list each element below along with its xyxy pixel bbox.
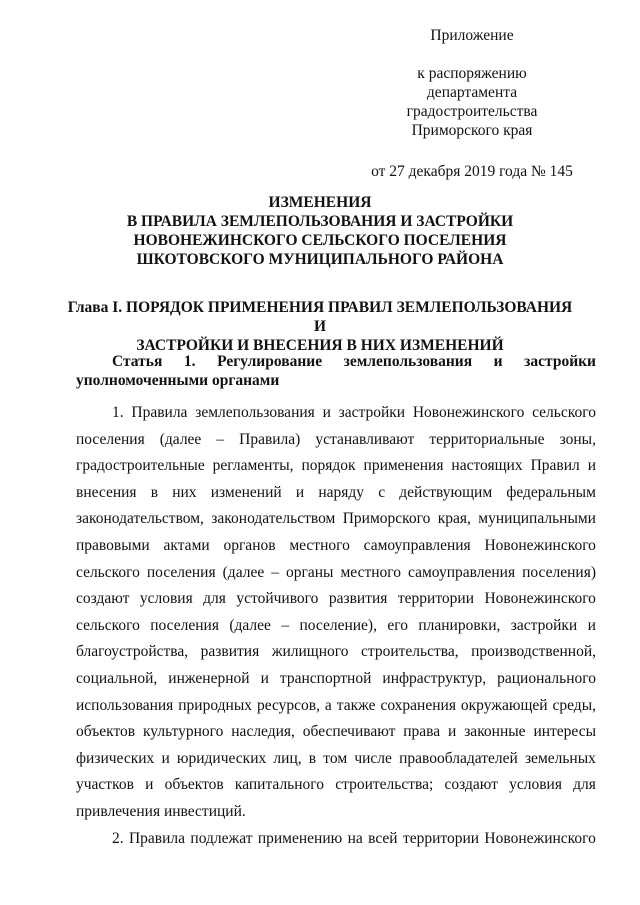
- paragraph-word: привлечения: [76, 802, 164, 820]
- paragraph-word: применения: [363, 457, 444, 475]
- paragraph-word: правовыми: [76, 536, 150, 554]
- paragraph-word: законные: [464, 723, 526, 741]
- paragraph-word: участков: [76, 776, 134, 794]
- article-heading-line: [76, 352, 596, 371]
- paragraph-word: и: [145, 776, 154, 794]
- paragraph-word: –: [271, 563, 279, 581]
- paragraph-word: устойчивого: [236, 590, 319, 608]
- paragraph-word: в: [150, 483, 159, 501]
- paragraph-word: сельского: [76, 563, 140, 581]
- paragraph-word: и: [161, 749, 170, 767]
- paragraph-word: развития: [328, 590, 388, 608]
- paragraph-word: поселения: [76, 430, 145, 448]
- paragraph-word: социальной,: [76, 669, 158, 687]
- paragraph-line: [76, 403, 596, 430]
- paragraph-word: планировки,: [418, 616, 501, 634]
- paragraph-word: зоны,: [559, 430, 596, 448]
- paragraph-word: рационального: [497, 669, 596, 687]
- paragraph-word: сельского: [532, 404, 596, 421]
- paragraph-word: органов: [223, 536, 276, 554]
- paragraph-word: интересы: [533, 723, 596, 741]
- paragraph-line: [76, 509, 596, 536]
- article-word: застройки: [524, 353, 596, 370]
- appendix-label: Приложение: [430, 27, 514, 44]
- paragraph-word: и: [295, 483, 305, 501]
- paragraph-line: [76, 669, 596, 696]
- paragraph-word: объектов: [76, 723, 136, 741]
- paragraph-word: для: [573, 776, 596, 794]
- article-heading-line: уполномоченными органами: [76, 372, 280, 389]
- paragraph-word: (далее: [222, 563, 265, 581]
- title-line: ИЗМЕНЕНИЯ: [268, 194, 372, 211]
- paragraph-word: права: [403, 723, 441, 741]
- paragraph-word: законодательством: [211, 510, 336, 528]
- paragraph-line: [76, 430, 596, 457]
- paragraph-word: территории: [397, 590, 474, 608]
- paragraph-line: [76, 722, 596, 749]
- paragraph-word: условия: [139, 590, 193, 608]
- paragraph-word: поселение),: [299, 616, 377, 634]
- article-word: 1.: [183, 353, 196, 370]
- paragraph-line: [76, 616, 596, 643]
- paragraph-word: подлежат: [190, 829, 253, 847]
- paragraph-word: сохранения: [380, 696, 456, 714]
- paragraph-word: органы: [286, 563, 334, 581]
- paragraph-word: поселения: [150, 616, 219, 634]
- paragraph-word: применению: [257, 829, 343, 847]
- paragraph-word: Новонежинского: [484, 536, 596, 554]
- paragraph-word: территории: [402, 829, 480, 847]
- paragraph-word: развития: [200, 643, 260, 661]
- title-line: В ПРАВИЛА ЗЕМЛЕПОЛЬЗОВАНИЯ И ЗАСТРОЙКИ: [126, 213, 514, 230]
- paragraph-word: для: [203, 590, 226, 608]
- paragraph-word: местного: [340, 563, 401, 581]
- paragraph-line: [76, 589, 596, 616]
- paragraph-word: и: [587, 616, 596, 634]
- chapter-heading: [60, 298, 580, 355]
- paragraph-word: Правила): [239, 430, 301, 448]
- paragraph-word: сельского: [76, 616, 140, 634]
- paragraph-word: законодательством,: [76, 510, 204, 528]
- paragraph-word: территориальные: [429, 430, 545, 448]
- paragraph-word: условия: [509, 776, 562, 794]
- paragraph-word: в: [308, 749, 317, 767]
- paragraph-word: Новонежинского: [484, 829, 596, 847]
- article-word: и: [493, 353, 503, 370]
- paragraph-word: правообладателей: [399, 749, 518, 767]
- paragraph-word: среды,: [552, 696, 596, 714]
- paragraph-word: поселения): [522, 563, 596, 581]
- paragraph-word: Правила: [131, 404, 188, 421]
- title-line: ШКОТОВСКОГО МУНИЦИПАЛЬНОГО РАЙОНА: [136, 251, 504, 268]
- paragraph-word: также: [336, 696, 376, 714]
- paragraph-word: действующим: [399, 483, 493, 501]
- article-heading: [76, 352, 596, 390]
- paragraph-word: Правила: [128, 829, 186, 847]
- approval-block: [362, 26, 582, 181]
- paragraph-word: благоустройства,: [76, 643, 189, 661]
- paragraph-word: инфраструктур,: [382, 669, 487, 687]
- paragraph-word: устанавливают: [315, 430, 415, 448]
- paragraph-line: [76, 829, 596, 856]
- paragraph-line: [76, 536, 596, 563]
- paragraph-word: наряду: [318, 483, 365, 501]
- article-word: Регулирование: [217, 353, 323, 370]
- paragraph-word: строительства;: [335, 776, 434, 794]
- paragraph-line: [76, 749, 596, 776]
- paragraph-word: Новонежинского: [412, 404, 525, 421]
- paragraph-word: лиц,: [273, 749, 302, 767]
- chapter-line: ЗАСТРОЙКИ И ВНЕСЕНИЯ В НИХ ИЗМЕНЕНИЙ: [136, 337, 504, 354]
- body-paragraphs: [76, 403, 596, 855]
- paragraph-word: земельных: [524, 749, 596, 767]
- paragraph-word: застройки: [510, 616, 578, 634]
- paragraph-line: [76, 563, 596, 590]
- paragraph-word: 1.: [112, 404, 124, 421]
- department-name: департамента градостроительства: [406, 84, 538, 120]
- paragraph-line: [76, 456, 596, 483]
- paragraph-word: –: [281, 616, 290, 634]
- title-line: НОВОНЕЖИНСКОГО СЕЛЬСКОГО ПОСЕЛЕНИЯ: [133, 232, 507, 249]
- order-date: от 27 декабря 2019 года № 145: [371, 163, 573, 180]
- paragraph-word: самоуправления: [363, 536, 471, 554]
- paragraph-word: а: [324, 696, 332, 714]
- paragraph-word: том: [323, 749, 348, 767]
- paragraph-word: поселения: [146, 563, 216, 581]
- paragraph-word: края,: [437, 510, 471, 528]
- paragraph-word: местного: [289, 536, 350, 554]
- paragraph-word: Приморского: [342, 510, 431, 528]
- paragraph-word: его: [387, 616, 408, 634]
- document-title: [60, 193, 580, 269]
- paragraph-word: обеспечивают: [302, 723, 396, 741]
- paragraph-word: Правил: [530, 457, 580, 475]
- paragraph-word: и: [587, 457, 596, 475]
- paragraph-word: юридических: [176, 749, 267, 767]
- paragraph-word: объектов: [164, 776, 224, 794]
- paragraph-word: изменений: [210, 483, 282, 501]
- paragraph-word: них: [172, 483, 197, 501]
- paragraph-line: [76, 802, 596, 829]
- paragraph-word: ресурсов,: [256, 696, 320, 714]
- paragraph-word: и: [448, 723, 457, 741]
- paragraph-line: [76, 696, 596, 723]
- paragraph-word: числе: [354, 749, 392, 767]
- paragraph-word: на: [347, 829, 363, 847]
- paragraph-line: [76, 775, 596, 802]
- paragraph-word: инженерной: [168, 669, 250, 687]
- region-name: Приморского края: [411, 122, 533, 139]
- article-word: землепользования: [343, 353, 473, 370]
- paragraph-word: создают: [76, 590, 130, 608]
- chapter-line: Глава I. ПОРЯДОК ПРИМЕНЕНИЯ ПРАВИЛ ЗЕМЛЕПОЛЬЗОВАНИЯ И: [67, 299, 573, 335]
- paragraph-word: Новонежинского: [484, 590, 596, 608]
- paragraph-word: настоящих: [451, 457, 523, 475]
- paragraph-word: создают: [444, 776, 498, 794]
- paragraph-word: порядок: [301, 457, 356, 475]
- paragraph-word: внесения: [76, 483, 137, 501]
- paragraph-word: окружающей: [460, 696, 548, 714]
- paragraph-word: самоуправления: [408, 563, 516, 581]
- paragraph-line: [76, 642, 596, 669]
- paragraph-word: транспортной: [279, 669, 372, 687]
- paragraph-word: капитального: [234, 776, 325, 794]
- paragraph-word: землепользования: [195, 404, 315, 421]
- paragraph-word: 2.: [112, 829, 124, 847]
- paragraph-word: (далее: [229, 616, 271, 634]
- paragraph-word: жилищного: [271, 643, 349, 661]
- paragraph-word: и: [260, 669, 269, 687]
- paragraph-word: градостроительные: [76, 457, 205, 475]
- paragraph-word: актами: [163, 536, 210, 554]
- paragraph-word: федеральным: [506, 483, 596, 501]
- paragraph-word: регламенты,: [212, 457, 294, 475]
- paragraph-word: муниципальными: [478, 510, 596, 528]
- paragraph-word: и: [322, 404, 331, 421]
- paragraph-word: физических: [76, 749, 155, 767]
- article-word: Статья: [112, 353, 163, 370]
- paragraph-word: (далее: [159, 430, 202, 448]
- paragraph-word: инвестиций.: [163, 802, 246, 820]
- paragraph-word: строительства,: [360, 643, 459, 661]
- paragraph-word: наследия,: [231, 723, 295, 741]
- paragraph-line: [76, 483, 596, 510]
- paragraph-word: –: [216, 430, 225, 448]
- paragraph-word: всей: [368, 829, 398, 847]
- paragraph-word: природных: [178, 696, 253, 714]
- paragraph-word: культурного: [142, 723, 224, 741]
- paragraph-word: застройки: [338, 404, 406, 421]
- paragraph-word: производственной,: [471, 643, 596, 661]
- paragraph-word: использования: [76, 696, 174, 714]
- order-reference: к распоряжению: [417, 65, 527, 82]
- paragraph-word: с: [378, 483, 386, 501]
